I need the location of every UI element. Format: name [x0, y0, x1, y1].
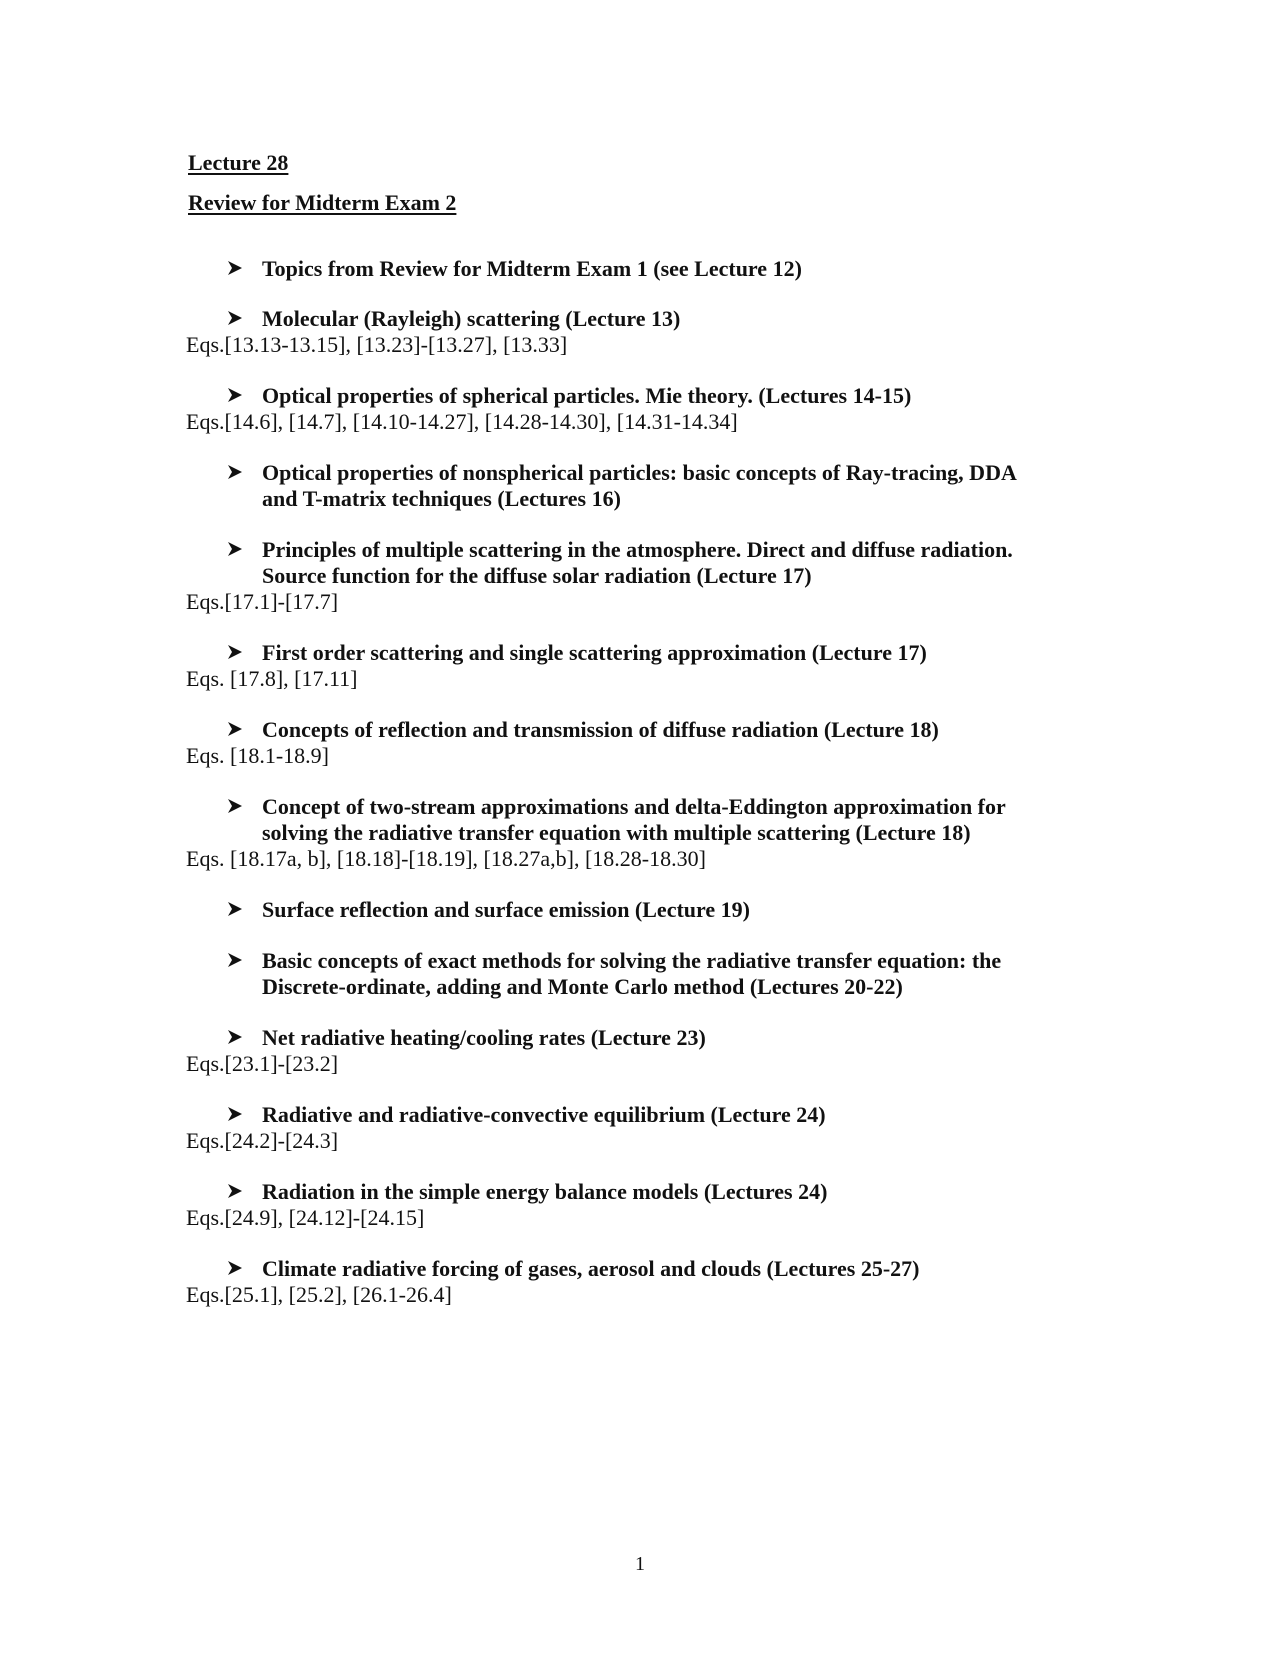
topic-item [0, 256, 1280, 282]
equation-refs: Eqs. [18.1-18.9] [186, 743, 329, 768]
topic-title: Surface reflection and surface emission (Lecture 19) [262, 897, 750, 922]
topic-title: Radiation in the simple energy balance models (Lectures 24) [262, 1179, 828, 1204]
arrow-bullet-icon [226, 386, 244, 404]
equation-refs: Eqs. [18.17a, b], [18.18]-[18.19], [18.27a,b], [18.28-18.30] [186, 846, 706, 871]
topic-item [0, 948, 1280, 999]
topic-item [0, 897, 1280, 923]
lecture-title: Lecture 28 [188, 150, 289, 175]
topic-item [0, 537, 1280, 614]
equation-refs: Eqs.[23.1]-[23.2] [186, 1051, 339, 1076]
topic-title: Basic concepts of exact methods for solving the radiative transfer equation: the [262, 948, 1002, 973]
topic-item [0, 383, 1280, 434]
page-number: 1 [635, 1553, 645, 1575]
topic-item [0, 640, 1280, 691]
equation-refs: Eqs.[17.1]-[17.7] [186, 589, 339, 614]
arrow-bullet-icon [226, 540, 244, 558]
arrow-bullet-icon [226, 951, 244, 969]
equation-refs: Eqs.[14.6], [14.7], [14.10-14.27], [14.28-14.30], [14.31-14.34] [186, 409, 738, 434]
arrow-bullet-icon [226, 259, 244, 277]
arrow-bullet-icon [226, 643, 244, 661]
arrow-bullet-icon [226, 1028, 244, 1046]
equation-refs: Eqs.[24.2]-[24.3] [186, 1128, 339, 1153]
topic-title-continued: and T-matrix techniques (Lectures 16) [262, 486, 621, 511]
topic-title: Principles of multiple scattering in the atmosphere. Direct and diffuse radiation. [262, 537, 1013, 562]
topic-title: Molecular (Rayleigh) scattering (Lecture 13) [262, 306, 681, 331]
equation-refs: Eqs.[24.9], [24.12]-[24.15] [186, 1205, 425, 1230]
arrow-bullet-icon [226, 463, 244, 481]
topic-item [0, 1179, 1280, 1230]
topic-item [0, 306, 1280, 357]
topic-title: Topics from Review for Midterm Exam 1 (see Lecture 12) [262, 256, 802, 281]
equation-refs: Eqs. [17.8], [17.11] [186, 666, 358, 691]
topic-item [0, 717, 1280, 768]
topic-title: Climate radiative forcing of gases, aerosol and clouds (Lectures 25-27) [262, 1256, 920, 1281]
arrow-bullet-icon [226, 1182, 244, 1200]
arrow-bullet-icon [226, 1259, 244, 1277]
topic-item [0, 794, 1280, 871]
arrow-bullet-icon [226, 797, 244, 815]
topic-title: Optical properties of spherical particles. Mie theory. (Lectures 14-15) [262, 383, 912, 408]
arrow-bullet-icon [226, 309, 244, 327]
equation-refs: Eqs.[25.1], [25.2], [26.1-26.4] [186, 1282, 452, 1307]
topic-title: Optical properties of nonspherical particles: basic concepts of Ray-tracing, DDA [262, 460, 1017, 485]
topic-item [0, 1102, 1280, 1153]
arrow-bullet-icon [226, 900, 244, 918]
equation-refs: Eqs.[13.13-13.15], [13.23]-[13.27], [13.33] [186, 332, 568, 357]
topic-item [0, 1256, 1280, 1307]
topic-title-continued: solving the radiative transfer equation with multiple scattering (Lecture 18) [262, 820, 971, 845]
topic-title: Radiative and radiative-convective equilibrium (Lecture 24) [262, 1102, 826, 1127]
topic-item [0, 460, 1280, 511]
topic-title-continued: Discrete-ordinate, adding and Monte Carlo method (Lectures 20-22) [262, 974, 903, 999]
topic-title: First order scattering and single scattering approximation (Lecture 17) [262, 640, 927, 665]
topic-item [0, 1025, 1280, 1076]
topic-title: Net radiative heating/cooling rates (Lecture 23) [262, 1025, 706, 1050]
review-title: Review for Midterm Exam 2 [188, 190, 457, 215]
topic-title-continued: Source function for the diffuse solar radiation (Lecture 17) [262, 563, 812, 588]
topic-title: Concepts of reflection and transmission of diffuse radiation (Lecture 18) [262, 717, 939, 742]
topic-title: Concept of two-stream approximations and delta-Eddington approximation for [262, 794, 1006, 819]
arrow-bullet-icon [226, 720, 244, 738]
arrow-bullet-icon [226, 1105, 244, 1123]
